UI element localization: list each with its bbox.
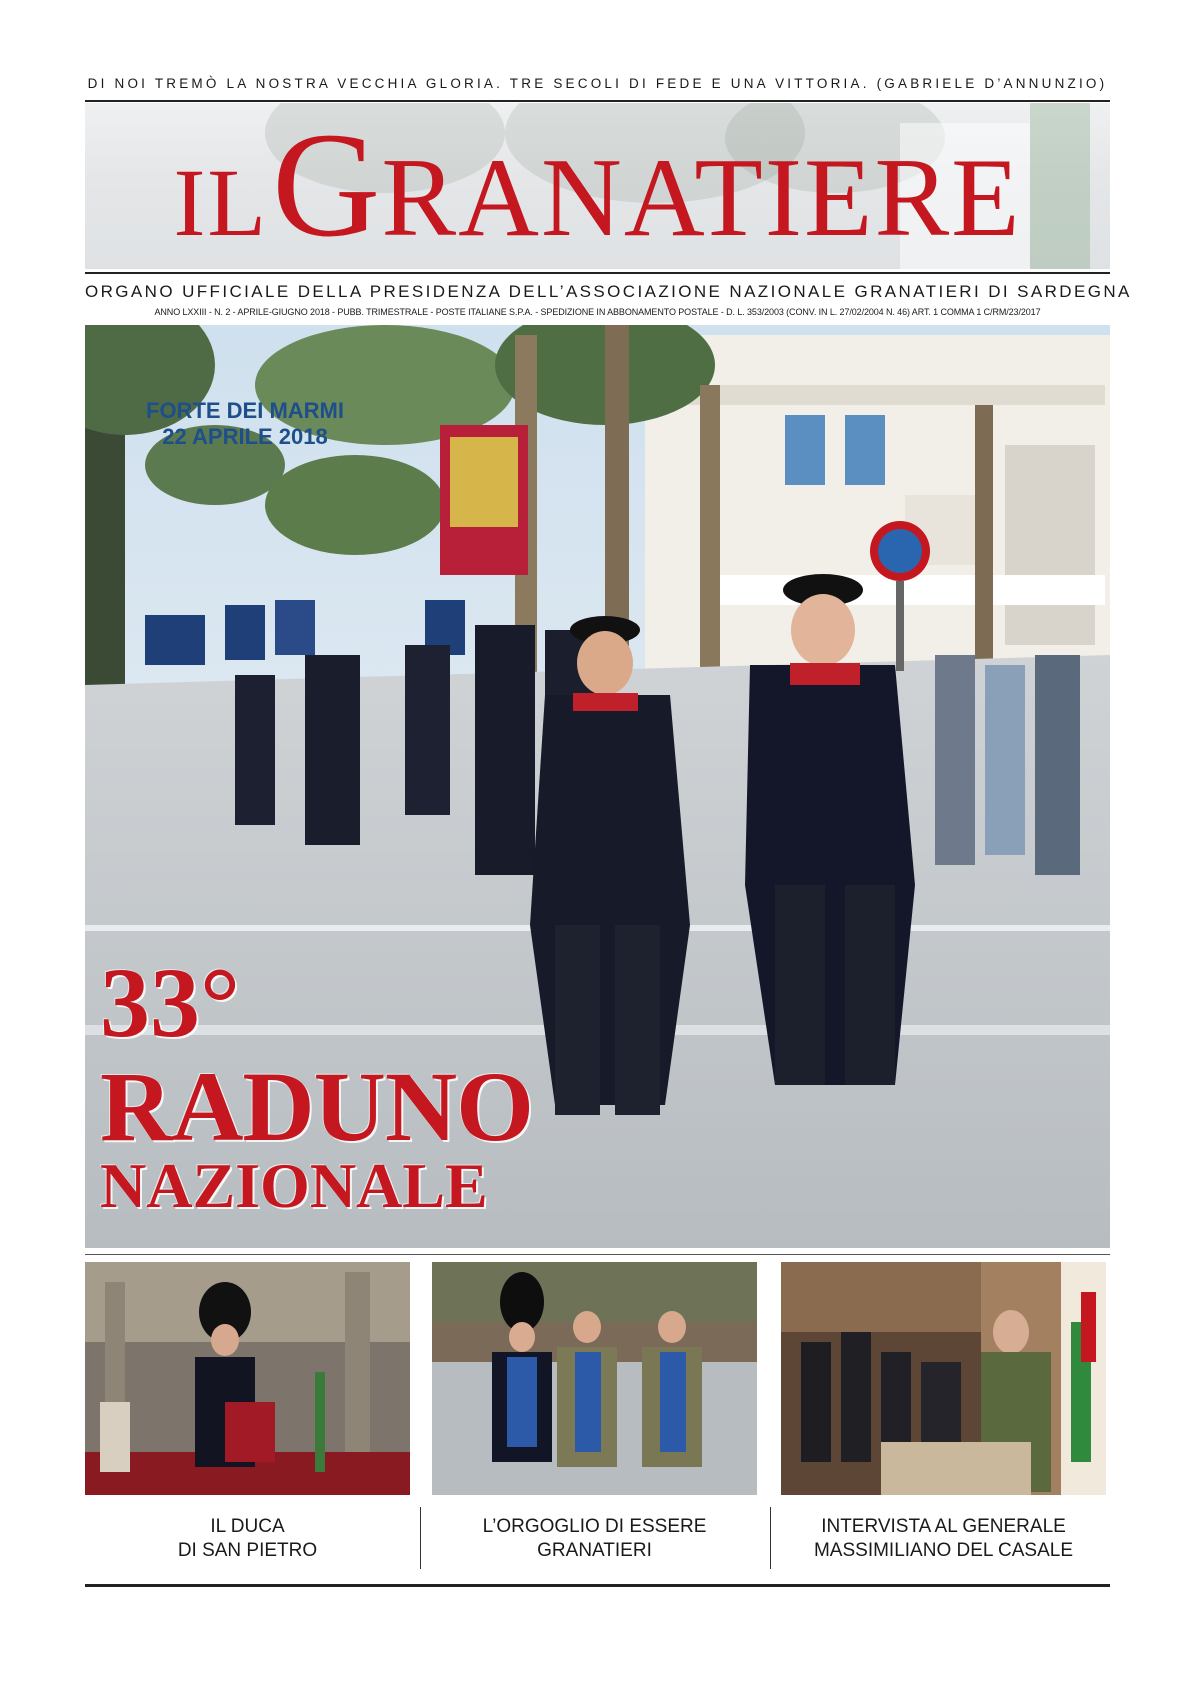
story-caption-1-line2: DI SAN PIETRO — [177, 1540, 318, 1561]
masthead-initial: G — [272, 102, 382, 268]
caption-divider-1 — [420, 1507, 421, 1569]
masthead-title — [85, 102, 1110, 268]
story-photo-3[interactable] — [781, 1262, 1106, 1495]
story-caption-3-line1: INTERVISTA AL GENERALE — [821, 1516, 1066, 1537]
top-rule — [85, 100, 1110, 102]
story-caption-2[interactable] — [432, 1515, 757, 1563]
caption-divider-2 — [770, 1507, 771, 1569]
story-caption-3-line2: MASSIMILIANO DEL CASALE — [813, 1540, 1074, 1561]
cover-location-name: FORTE DEI MARMI — [146, 398, 344, 423]
story-caption-2-line1: L’ORGOGLIO DI ESSERE — [482, 1516, 707, 1537]
story-caption-3[interactable] — [781, 1515, 1106, 1563]
cover-location — [120, 398, 370, 450]
story-photo-1[interactable] — [85, 1262, 410, 1495]
bottom-rule — [85, 1584, 1110, 1587]
cover-date: 22 APRILE 2018 — [162, 424, 328, 449]
masthead-rule — [85, 272, 1110, 274]
story-caption-1[interactable] — [85, 1515, 410, 1563]
headline-number: 33° — [100, 947, 240, 1058]
story-photo-2[interactable] — [432, 1262, 757, 1495]
section-rule — [85, 1254, 1110, 1255]
motto-line: DI NOI TREMÒ LA NOSTRA VECCHIA GLORIA. TRE SECOLI DI FEDE E UNA VITTORIA. (GABRIELE D’ANNUNZIO) — [87, 76, 1108, 91]
masthead-il: IL — [173, 149, 269, 256]
masthead-rest: RANATIERE — [381, 136, 1022, 260]
headline-main: RADUNO — [100, 1051, 533, 1162]
organ-line: ORGANO UFFICIALE DELLA PRESIDENZA DELL’ASSOCIAZIONE NAZIONALE GRANATIERI DI SARDEGNA — [85, 282, 1132, 301]
headline-sub: NAZIONALE — [100, 1150, 488, 1221]
story-caption-1-line1: IL DUCA — [210, 1516, 285, 1537]
imprint-line: ANNO LXXIII - N. 2 - APRILE-GIUGNO 2018 - PUBB. TRIMESTRALE - POSTE ITALIANE S.P.A. - SPEDIZIONE IN ABBONAMENTO POSTALE - D. L. 353/2003 (CONV. IN L. 27/02/2004 N. 46) ART. 1 COMMA 1 C/RM/23/2017 — [154, 307, 1041, 317]
story-caption-2-line2: GRANATIERI — [537, 1540, 652, 1561]
